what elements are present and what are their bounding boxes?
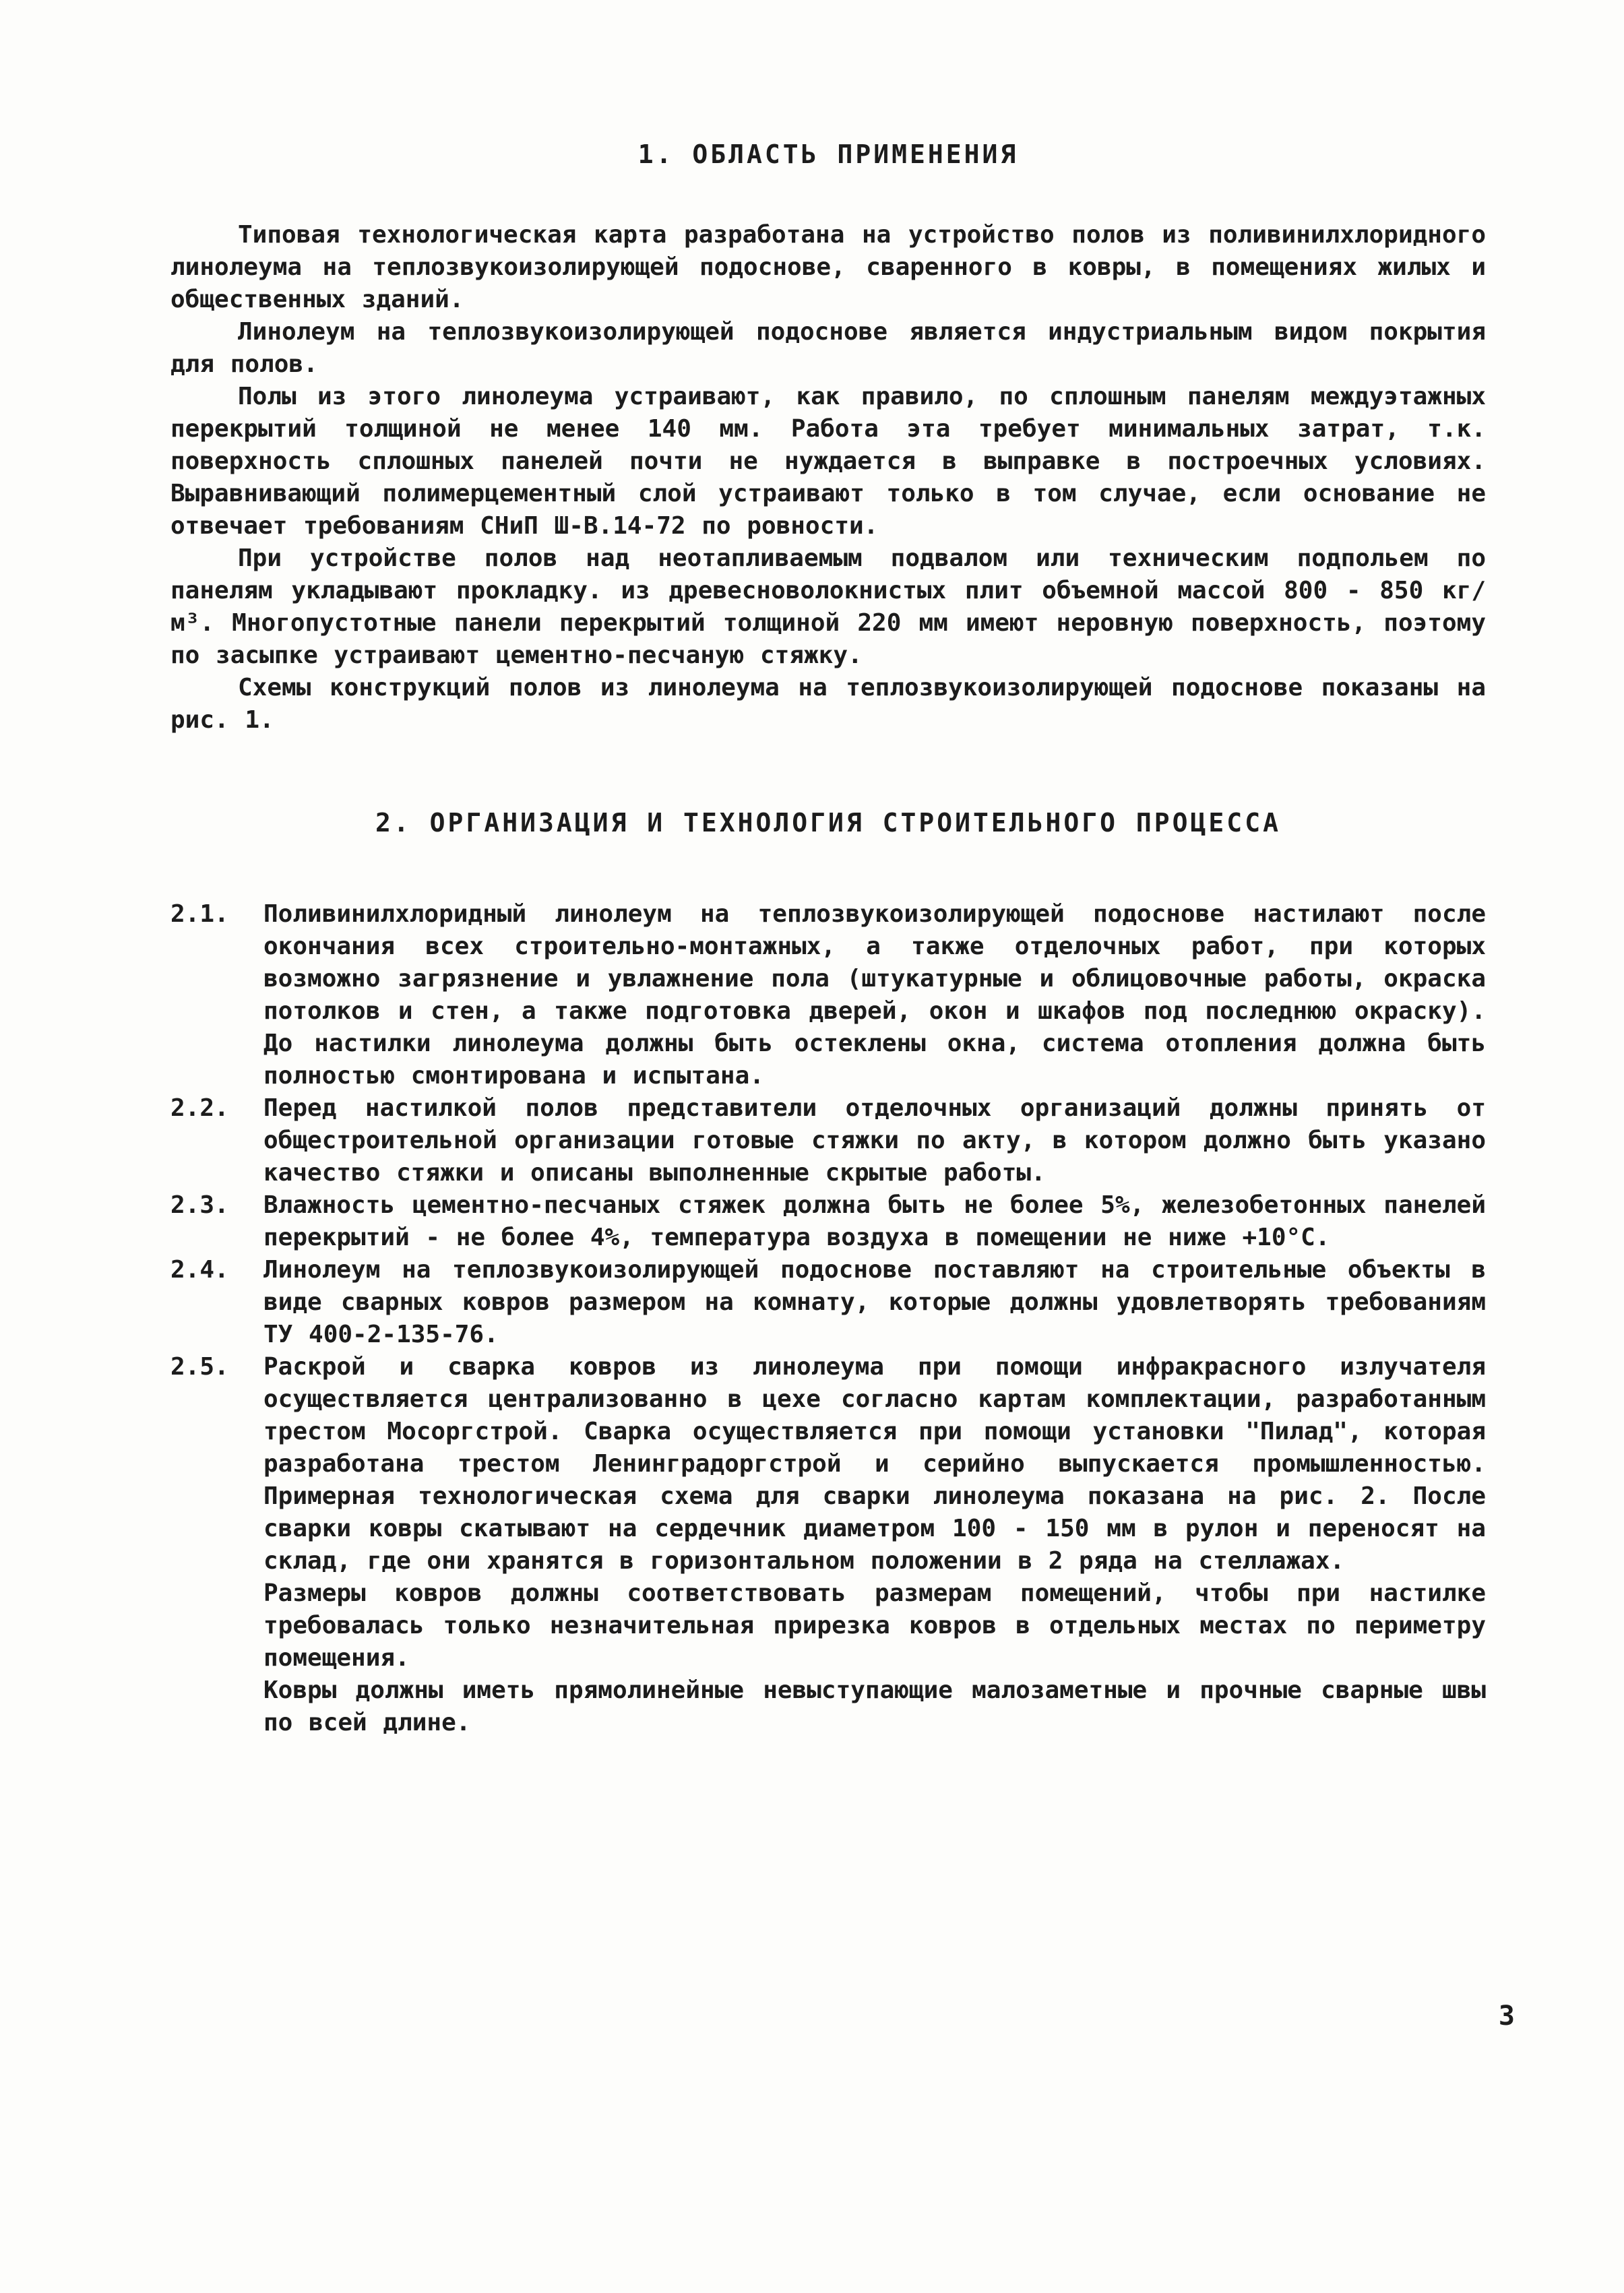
item-body: [263, 1092, 1486, 1189]
paragraph: Влажность цементно-песчаных стяжек должна быть не более 5%, железобетонных панелей перекрытий - не более 4%, температура воздуха в помещении не ниже +10°С.: [263, 1191, 1486, 1251]
page-content: [170, 138, 1486, 1739]
paragraph: Линолеум на теплозвукоизолирующей подоснове поставляют на строительные объекты в виде сварных ковров размером на комнату, которые должны удовлетворять требованиям ТУ 400-2-135-76.: [263, 1256, 1486, 1348]
numbered-item: [170, 1351, 1486, 1739]
paragraph: Поливинилхлоридный линолеум на теплозвукоизолирующей подоснове настилают после окончания всех строительно-монтажных, а также отделочных работ, при которых возможно загрязнение и увлажнение пола (штукатурные и облицовочные работы, окраска потолков и стен, а также подготовка дверей, окон и шкафов под последнюю окраску). До настилки линолеума должны быть остеклены окна, система отопления должна быть полностью смонтирована и испытана.: [263, 900, 1486, 1090]
paragraph: При устройстве полов над неотапливаемым подвалом или техническим подпольем по панелям укладывают прокладку. из древесноволокнистых плит объемной массой 800 - 850 кг/м³. Многопустотные панели перекрытий толщиной 220 мм имеют неровную поверхность, поэтому по засыпке устраивают цементно-песчаную стяжку.: [170, 544, 1486, 669]
paragraph: Схемы конструкций полов из линолеума на теплозвукоизолирующей подоснове показаны на рис. 1.: [170, 674, 1486, 734]
section2-body: [170, 898, 1486, 1739]
paragraph: Ковры должны иметь прямолинейные невыступающие малозаметные и прочные сварные швы по всей длине.: [263, 1676, 1486, 1736]
numbered-item: [170, 898, 1486, 1092]
paragraph: Линолеум на теплозвукоизолирующей подоснове является индустриальным видом покрытия для полов.: [170, 318, 1486, 378]
item-number: 2.1.: [170, 900, 229, 928]
paragraph: Раскрой и сварка ковров из линолеума при помощи инфракрасного излучателя осуществляется централизованно в цехе согласно картам комплектации, разработанным трестом Мосоргстрой. Сварка осуществляется при помощи установки "Пилад", которая разработана трестом Ленинградоргстрой и серийно выпускается промышленностью. Примерная технологическая схема для сварки линолеума показана на рис. 2. После сварки ковры скатывают на сердечник диаметром 100 - 150 мм в рулон и переносят на склад, где они хранятся в горизонтальном положении в 2 ряда на стеллажах.: [263, 1353, 1486, 1575]
section1-heading: 1. ОБЛАСТЬ ПРИМЕНЕНИЯ: [637, 139, 1019, 169]
item-body: [263, 1351, 1486, 1739]
numbered-item: [170, 1189, 1486, 1254]
item-body: [263, 898, 1486, 1092]
item-body: [263, 1254, 1486, 1351]
section1-body: [170, 219, 1486, 736]
item-body: [263, 1189, 1486, 1254]
item-number: 2.3.: [170, 1191, 229, 1219]
numbered-item: [170, 1092, 1486, 1189]
paragraph: Типовая технологическая карта разработана на устройство полов из поливинилхлоридного линолеума на теплозвукоизолирующей подоснове, сваренного в ковры, в помещениях жилых и общественных зданий.: [170, 221, 1486, 313]
paragraph: Полы из этого линолеума устраивают, как правило, по сплошным панелям междуэтажных перекрытий толщиной не менее 140 мм. Работа эта требует минимальных затрат, т.к. поверхность сплошных панелей почти не нуждается в выправке в построечных условиях. Выравнивающий полимерцементный слой устраивают только в том случае, если основание не отвечает требованиям СНиП Ш-В.14-72 по ровности.: [170, 383, 1486, 540]
paragraph: Перед настилкой полов представители отделочных организаций должны принять от общестроительной организации готовые стяжки по акту, в котором должно быть указано качество стяжки и описаны выполненные скрытые работы.: [263, 1094, 1486, 1187]
item-number: 2.5.: [170, 1353, 229, 1381]
item-number: 2.2.: [170, 1094, 229, 1122]
page-number: 3: [1498, 2001, 1515, 2032]
section2-heading: 2. ОРГАНИЗАЦИЯ И ТЕХНОЛОГИЯ СТРОИТЕЛЬНОГО ПРОЦЕССА: [375, 808, 1281, 838]
numbered-item: [170, 1254, 1486, 1351]
paragraph: Размеры ковров должны соответствовать размерам помещений, чтобы при настилке требовалась только незначительная прирезка ковров в отдельных местах по периметру помещения.: [263, 1579, 1486, 1672]
item-number: 2.4.: [170, 1256, 229, 1284]
